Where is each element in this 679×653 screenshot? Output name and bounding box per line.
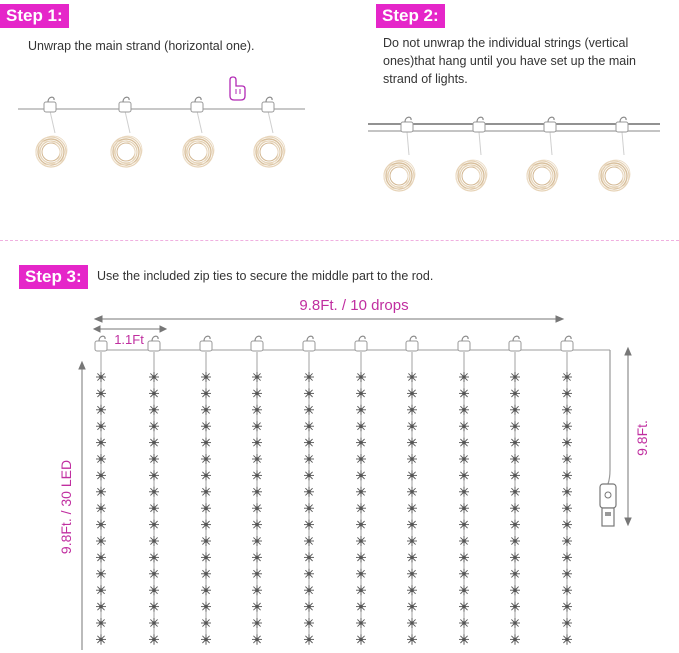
led-icon bbox=[459, 569, 469, 579]
led-icon bbox=[356, 421, 366, 431]
led-icon bbox=[459, 503, 469, 513]
led-icon bbox=[96, 602, 106, 612]
led-icon bbox=[510, 388, 520, 398]
led-icon bbox=[304, 438, 314, 448]
led-icon bbox=[510, 487, 520, 497]
led-icon bbox=[96, 585, 106, 595]
step2-instruction: Do not unwrap the individual strings (vertical ones)that hang until you have set up the main strand of lights. bbox=[383, 36, 636, 86]
pointing-hand-icon bbox=[230, 77, 245, 100]
led-icon bbox=[407, 602, 417, 612]
led-icon bbox=[510, 618, 520, 628]
led-icon bbox=[304, 634, 314, 644]
led-icon bbox=[407, 569, 417, 579]
led-icon bbox=[562, 421, 572, 431]
led-icon bbox=[459, 487, 469, 497]
led-icon bbox=[201, 552, 211, 562]
usb-plug-icon bbox=[600, 484, 616, 526]
led-icon bbox=[149, 536, 159, 546]
clip-icon bbox=[458, 336, 470, 351]
led-icon bbox=[459, 405, 469, 415]
clip-icon bbox=[191, 97, 203, 112]
led-icon bbox=[407, 405, 417, 415]
led-icon bbox=[407, 618, 417, 628]
led-icon bbox=[562, 388, 572, 398]
led-icon bbox=[149, 503, 159, 513]
clip-icon bbox=[473, 117, 485, 132]
led-icon bbox=[201, 536, 211, 546]
led-icon bbox=[149, 585, 159, 595]
led-icon bbox=[96, 536, 106, 546]
coil-lead-wire bbox=[407, 132, 409, 155]
clip-icon bbox=[200, 336, 212, 351]
led-icon bbox=[510, 585, 520, 595]
led-icon bbox=[459, 438, 469, 448]
led-icon bbox=[510, 602, 520, 612]
led-icon bbox=[304, 470, 314, 480]
coil-lead-wire bbox=[622, 132, 624, 155]
led-icon bbox=[562, 503, 572, 513]
led-icon bbox=[252, 536, 262, 546]
led-icon bbox=[149, 421, 159, 431]
led-icon bbox=[201, 634, 211, 644]
led-icon bbox=[304, 552, 314, 562]
clip-icon bbox=[44, 97, 56, 112]
clip-icon bbox=[616, 117, 628, 132]
led-icon bbox=[149, 487, 159, 497]
led-icon bbox=[252, 454, 262, 464]
led-icon bbox=[459, 470, 469, 480]
led-icon bbox=[201, 405, 211, 415]
led-icon bbox=[201, 569, 211, 579]
height-dimension-right bbox=[625, 348, 631, 525]
led-icon bbox=[96, 372, 106, 382]
led-icon bbox=[252, 520, 262, 530]
led-icon bbox=[459, 602, 469, 612]
led-icon bbox=[252, 618, 262, 628]
led-icon bbox=[459, 634, 469, 644]
clip-icon bbox=[95, 336, 107, 351]
led-icon bbox=[304, 569, 314, 579]
clip-icon bbox=[251, 336, 263, 351]
coil-icon bbox=[456, 160, 487, 191]
led-icon bbox=[562, 405, 572, 415]
led-icon bbox=[510, 536, 520, 546]
height-right-label: 9.8Ft. bbox=[634, 420, 650, 456]
led-icon bbox=[96, 454, 106, 464]
led-icon bbox=[562, 569, 572, 579]
step3-badge: Step 3: bbox=[19, 265, 88, 289]
led-icon bbox=[562, 520, 572, 530]
led-icon bbox=[304, 372, 314, 382]
led-icon bbox=[252, 470, 262, 480]
led-icon bbox=[407, 536, 417, 546]
led-icon bbox=[356, 388, 366, 398]
led-icon bbox=[201, 503, 211, 513]
led-icon bbox=[304, 520, 314, 530]
led-icon bbox=[459, 618, 469, 628]
clip-icon bbox=[148, 336, 160, 351]
coil-icon bbox=[254, 136, 285, 167]
led-icon bbox=[149, 470, 159, 480]
led-icon bbox=[510, 552, 520, 562]
led-icon bbox=[304, 405, 314, 415]
led-icon bbox=[252, 585, 262, 595]
led-icon bbox=[510, 421, 520, 431]
clip-icon bbox=[262, 97, 274, 112]
led-icon bbox=[407, 487, 417, 497]
clip-icon bbox=[119, 97, 131, 112]
led-icon bbox=[149, 454, 159, 464]
led-icon bbox=[562, 602, 572, 612]
led-icon bbox=[407, 421, 417, 431]
led-icon bbox=[459, 421, 469, 431]
led-icon bbox=[510, 520, 520, 530]
led-icon bbox=[252, 405, 262, 415]
led-icon bbox=[96, 552, 106, 562]
coil-lead-wire bbox=[125, 111, 130, 133]
led-icon bbox=[201, 372, 211, 382]
step1-instruction: Unwrap the main strand (horizontal one). bbox=[28, 39, 255, 53]
led-icon bbox=[252, 421, 262, 431]
led-icon bbox=[356, 618, 366, 628]
led-icon bbox=[149, 372, 159, 382]
led-icon bbox=[356, 487, 366, 497]
led-icon bbox=[304, 503, 314, 513]
led-icon bbox=[510, 438, 520, 448]
step2-badge: Step 2: bbox=[376, 4, 445, 28]
led-icon bbox=[510, 503, 520, 513]
led-icon bbox=[562, 618, 572, 628]
led-icon bbox=[356, 569, 366, 579]
led-icon bbox=[459, 585, 469, 595]
led-icon bbox=[304, 536, 314, 546]
led-icon bbox=[96, 569, 106, 579]
led-icon bbox=[562, 585, 572, 595]
led-icon bbox=[96, 388, 106, 398]
coil-icon bbox=[384, 160, 415, 191]
led-icon bbox=[407, 470, 417, 480]
led-icon bbox=[96, 618, 106, 628]
led-icon bbox=[356, 552, 366, 562]
led-icon bbox=[252, 487, 262, 497]
clip-icon bbox=[509, 336, 521, 351]
clip-icon bbox=[544, 117, 556, 132]
led-icon bbox=[149, 388, 159, 398]
led-icon bbox=[356, 602, 366, 612]
led-icon bbox=[562, 487, 572, 497]
led-icon bbox=[96, 487, 106, 497]
led-icon bbox=[562, 470, 572, 480]
height-left-label: 9.8Ft. / 30 LED bbox=[58, 459, 74, 555]
led-icon bbox=[201, 454, 211, 464]
led-icon bbox=[407, 438, 417, 448]
led-icon bbox=[510, 634, 520, 644]
led-icon bbox=[201, 585, 211, 595]
coil-lead-wire bbox=[50, 111, 55, 133]
led-icon bbox=[149, 569, 159, 579]
coil-lead-wire bbox=[197, 111, 202, 133]
led-icon bbox=[252, 634, 262, 644]
coil-icon bbox=[599, 160, 630, 191]
led-icon bbox=[201, 421, 211, 431]
led-icon bbox=[201, 438, 211, 448]
led-icon bbox=[149, 634, 159, 644]
coil-icon bbox=[183, 136, 214, 167]
led-icon bbox=[407, 585, 417, 595]
led-icon bbox=[510, 569, 520, 579]
led-icon bbox=[149, 552, 159, 562]
led-icon bbox=[149, 602, 159, 612]
led-icon bbox=[562, 454, 572, 464]
led-icon bbox=[407, 634, 417, 644]
led-icon bbox=[96, 405, 106, 415]
clip-icon bbox=[303, 336, 315, 351]
clip-icon bbox=[355, 336, 367, 351]
clip-icon bbox=[406, 336, 418, 351]
led-icon bbox=[356, 585, 366, 595]
led-icon bbox=[252, 372, 262, 382]
led-icon bbox=[356, 520, 366, 530]
led-icon bbox=[252, 438, 262, 448]
led-icon bbox=[304, 618, 314, 628]
coil-lead-wire bbox=[479, 132, 481, 155]
led-icon bbox=[459, 372, 469, 382]
led-icon bbox=[201, 388, 211, 398]
total-width-label: 9.8Ft. / 10 drops bbox=[299, 297, 409, 314]
led-icon bbox=[510, 372, 520, 382]
led-icon bbox=[304, 585, 314, 595]
led-icon bbox=[562, 372, 572, 382]
led-icon bbox=[149, 405, 159, 415]
led-icon bbox=[201, 487, 211, 497]
step1-badge: Step 1: bbox=[0, 4, 69, 28]
led-icon bbox=[304, 388, 314, 398]
led-icon bbox=[562, 634, 572, 644]
led-icon bbox=[356, 470, 366, 480]
led-icon bbox=[96, 634, 106, 644]
step3-instruction: Use the included zip ties to secure the middle part to the rod. bbox=[97, 269, 434, 283]
led-icon bbox=[407, 503, 417, 513]
led-icon bbox=[510, 454, 520, 464]
led-icon bbox=[96, 438, 106, 448]
led-icon bbox=[356, 503, 366, 513]
led-icon bbox=[149, 520, 159, 530]
led-icon bbox=[356, 405, 366, 415]
led-icon bbox=[562, 536, 572, 546]
led-icon bbox=[510, 405, 520, 415]
led-icon bbox=[304, 602, 314, 612]
coil-lead-wire bbox=[550, 132, 552, 155]
led-icon bbox=[96, 470, 106, 480]
led-icon bbox=[356, 454, 366, 464]
led-icon bbox=[96, 503, 106, 513]
led-icon bbox=[201, 470, 211, 480]
led-icon bbox=[149, 618, 159, 628]
led-icon bbox=[201, 520, 211, 530]
led-icon bbox=[459, 552, 469, 562]
led-icon bbox=[252, 388, 262, 398]
led-icon bbox=[201, 618, 211, 628]
led-icon bbox=[304, 487, 314, 497]
led-icon bbox=[252, 503, 262, 513]
power-cable bbox=[608, 350, 610, 484]
led-icon bbox=[304, 454, 314, 464]
led-icon bbox=[356, 536, 366, 546]
led-icon bbox=[407, 454, 417, 464]
led-icon bbox=[407, 388, 417, 398]
drop-spacing-label: 1.1Ft bbox=[114, 332, 144, 347]
height-dimension-left bbox=[79, 362, 85, 650]
led-icon bbox=[562, 438, 572, 448]
led-icon bbox=[252, 602, 262, 612]
led-icon bbox=[510, 470, 520, 480]
led-icon bbox=[356, 634, 366, 644]
led-icon bbox=[252, 552, 262, 562]
led-icon bbox=[407, 552, 417, 562]
led-icon bbox=[252, 569, 262, 579]
led-icon bbox=[459, 454, 469, 464]
led-icon bbox=[96, 421, 106, 431]
led-icon bbox=[562, 552, 572, 562]
clip-icon bbox=[401, 117, 413, 132]
led-icon bbox=[356, 372, 366, 382]
led-icon bbox=[149, 438, 159, 448]
led-icon bbox=[407, 372, 417, 382]
led-icon bbox=[407, 520, 417, 530]
clip-icon bbox=[561, 336, 573, 351]
coil-lead-wire bbox=[268, 111, 273, 133]
coil-icon bbox=[36, 136, 67, 167]
coil-icon bbox=[527, 160, 558, 191]
led-icon bbox=[96, 520, 106, 530]
led-icon bbox=[356, 438, 366, 448]
led-icon bbox=[459, 388, 469, 398]
coil-icon bbox=[111, 136, 142, 167]
led-icon bbox=[304, 421, 314, 431]
led-icon bbox=[201, 602, 211, 612]
led-icon bbox=[459, 536, 469, 546]
led-icon bbox=[459, 520, 469, 530]
width-dimension bbox=[95, 316, 563, 322]
